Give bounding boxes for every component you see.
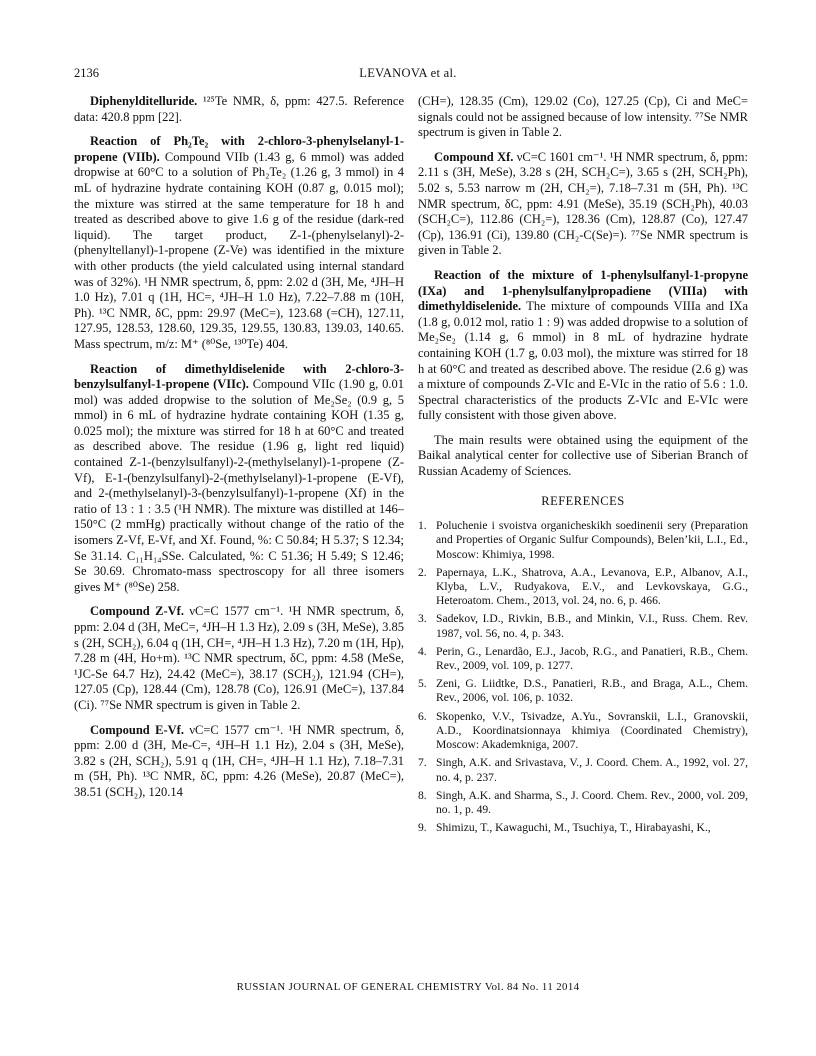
- reference-item: [418, 677, 748, 705]
- paragraph-body: ¹²⁵Te NMR, δ, ppm: 427.5. Reference data: 420.8 ppm [22].: [74, 94, 404, 124]
- reference-number: 6.: [418, 709, 427, 723]
- paragraph-body: Compound VIIb (1.43 g, 6 mmol) was added dropwise at 60°C to a solution of Ph₂Te₂ (1.26 g, 3 mmol) in 4 mL of hydrazine hydrate containing KOH (0.87 g, 0.015 mol); the mixture was stirred at the same temperature for 18 h and treated as described above to give 1.6 g of the residue (dark-red liquid). The target product, Z-1-(phenylselanyl)-2-(phenyltellanyl)-1-propene (Z-Ve) was identified in the mixture with other products (the yield calculated using internal standard was of 32%). ¹H NMR spectrum, δ, ppm: 2.02 d (3H, Me, ⁴JH–H 1.0 Hz), 7.01 q (1H, HC=, ⁴JH–H 1.0 Hz), 7.22–7.88 m (10H, Ph). ¹³C NMR, δC, ppm: 29.97 (MeC=), 123.68 (=CH), 127.11, 127.95, 128.53, 128.60, 129.35, 129.55, 130.83, 139.03, 140.65. Mass spectrum, m/z: M⁺ (⁸⁰Se, ¹³⁰Te) 404.: [74, 149, 405, 351]
- paragraph-body: The main results were obtained using the equipment of the Baikal analytical center for collective use of Siberian Branch of Russian Academy of Sciences.: [418, 432, 748, 479]
- reference-item: [418, 789, 748, 817]
- paragraph-compound-e-vf: [74, 723, 404, 801]
- paragraph-compound-z-vf: [74, 604, 404, 713]
- reference-number: 9.: [418, 821, 427, 835]
- reference-item: [418, 612, 748, 640]
- reference-item: [418, 756, 748, 784]
- references-list: [418, 519, 748, 835]
- paragraph-heading: Diphenylditelluride.: [90, 94, 198, 108]
- paragraph-body: Compound VIIc (1.90 g, 0.01 mol) was added dropwise to the solution of Me₂Se₂ (0.9 g, 5 mmol) in 6 mL of hydrazine hydrate containing KOH (1.35 g, 0.025 mol); the mixture was stirred for 18 h at 60°C and treated as described above. The residue (1.96 g, light red liquid) contained Z-1-(benzylsulfanyl)-2-(methylselanyl)-1-propene (Z-Vf), E-1-(benzylsulfanyl)-2-(methylselanyl)-1-propene (E-Vf), and 2-(methylselanyl)-3-(benzylsulfanyl)-1-propene (Xf) in the ratio of 13 : 1 : 3.5 (¹H NMR). The mixture was distilled at 146–150°C (2 mmHg) practically without change of the ratio of the isomers Z-Vf, E-Vf, and Xf. Found, %: C 50.84; H 5.37; S 12.34; Se 31.14. C₁₁H₁₄SSe. Calculated, %: C 51.36; H 5.49; S 12.46; Se 30.69. Chromato-mass spectroscopy for all three isomers gives M⁺ (⁸⁰Se) 258.: [74, 377, 404, 594]
- references-heading: REFERENCES: [541, 493, 625, 508]
- paragraph-body: The mixture of compounds VIIIa and IXa (1.8 g, 0.012 mol, ratio 1 : 9) was added dropwise to a solution of Me₂Se₂ (1.14 g, 6 mmol) in 8 mL of hydrazine hydrate containing KOH (1.7 g, 0.03 mol), the mixture was stirred for 18 h at 60°C and treated as described above. The residue (2.6 g) was a mixture of compounds Z-VIc and E-VIc in the ratio of 5.6 : 1.0. Spectral characteristics of the products Z-VIc and E-VIc were fully consistent with those given above.: [418, 299, 748, 423]
- right-column: [418, 94, 748, 839]
- reference-number: 3.: [418, 612, 427, 626]
- left-column: [74, 94, 404, 810]
- paragraph-reaction-vii-c: [74, 362, 404, 596]
- reference-text: Papernaya, L.K., Shatrova, A.A., Levanova, E.P., Albanov, A.I., Klyba, L.V., Rudyakova, E.V., and Levkovskaya, G.G., Heteroatom. Chem., 2013, vol. 24, no. 6, p. 466.: [436, 565, 748, 608]
- paragraph-heading: Reaction of dimethyldiselenide with 2-chloro-3-benzylsulfanyl-1-propene (VIIc).: [74, 361, 404, 392]
- paragraph-compound-xf: [418, 150, 748, 259]
- paragraph-diphenylditelluride: [74, 94, 404, 125]
- page-number: 2136: [74, 66, 99, 80]
- paragraph-heading: Compound E-Vf.: [90, 722, 184, 737]
- reference-text: Skopenko, V.V., Tsivadze, A.Yu., Sovranskii, L.I., Granovskii, A.D., Koordinatsionnaya khimiya (Coordinated Chemistry), Moscow: Akademkniga, 2007.: [436, 709, 748, 752]
- reference-text: Sadekov, I.D., Rivkin, B.B., and Minkin, V.I., Russ. Chem. Rev. 1987, vol. 56, no. 4, p. 343.: [436, 612, 748, 640]
- reference-text: Poluchenie i svoistva organicheskikh soedinenii sery (Preparation and Properties of Organic Sulfur Compounds), Belen’kii, L.I., Ed., Moscow: Khimiya, 1998.: [436, 519, 748, 561]
- paragraph-acknowledgment: [418, 433, 748, 480]
- reference-item: [418, 821, 748, 835]
- paragraph-heading: Compound Z-Vf.: [90, 604, 184, 619]
- reference-number: 4.: [418, 644, 427, 658]
- reference-number: 2.: [418, 565, 427, 579]
- paragraph-body: νC=C 1601 cm⁻¹. ¹H NMR spectrum, δ, ppm: 2.11 s (3H, MeSe), 3.28 s (2H, SCH₂C=), 3.65 s (2H, SCH₂Ph), 5.02 s, 5.53 narrow m (2H, CH₂=), 7.18–7.31 m (5H, Ph). ¹³C NMR spectrum, δC, ppm: 4.91 (MeSe), 35.19 (SCH₂Ph), 40.03 (SCH₂C=), 112.86 (CH₂=), 128.36 (Cm), 128.87 (Co), 127.47 (Cp), 136.91 (Ci), 139.80 (CH₂-C(Se)=). ⁷⁷Se NMR spectrum is given in Table 2.: [418, 149, 749, 258]
- reference-item: [418, 566, 748, 609]
- reference-item: [418, 519, 748, 562]
- paragraph-continued: [418, 94, 748, 141]
- reference-text: Perin, G., Lenardão, E.J., Jacob, R.G., and Panatieri, R.B., Chem. Rev., 2009, vol. 109, p. 1277.: [436, 644, 748, 673]
- reference-number: 8.: [418, 788, 427, 802]
- journal-footer: RUSSIAN JOURNAL OF GENERAL CHEMISTRY Vol. 84 No. 11 2014: [236, 981, 580, 993]
- paragraph-body: νC=C 1577 cm⁻¹. ¹H NMR spectrum, δ, ppm: 2.04 d (3H, MeC=, ⁴JH–H 1.3 Hz), 2.09 s (3H, MeSe), 3.85 s (2H, SCH₂), 6.04 q (1H, CH=, ⁴JH–H 1.3 Hz), 7.20 m (1H, Hp), 7.28 m (4H, Ho+m). ¹³C NMR spectrum, δC, ppm: 4.58 (MeSe, ¹JC-Se 64.7 Hz), 24.42 (MeC=), 38.17 (SCH₂), 121.94 (CH=), 127.05 (Cp), 128.44 (Cm), 128.78 (Co), 126.91 (MeC=), 137.84 (Ci). ⁷⁷Se NMR spectrum is given in Table 2.: [74, 604, 404, 712]
- reference-text: Singh, A.K. and Sharma, S., J. Coord. Chem. Rev., 2000, vol. 209, no. 1, p. 49.: [436, 788, 748, 816]
- paragraph-heading: Reaction of Ph₂Te₂ with 2-chloro-3-phenylselanyl-1-propene (VIIb).: [74, 134, 404, 164]
- reference-item: [418, 645, 748, 673]
- reference-text: Zeni, G. Liidtke, D.S., Panatieri, R.B., and Braga, A.L., Chem. Rev., 2006, vol. 106, p. 1032.: [436, 677, 748, 705]
- running-head: LEVANOVA et al.: [359, 66, 457, 80]
- reference-number: 1.: [418, 519, 427, 533]
- paragraph-body: (CH=), 128.35 (Cm), 129.02 (Co), 127.25 (Cp), Ci and MeC= signals could not be assigned because of low intensity. ⁷⁷Se NMR spectrum is given in Table 2.: [418, 94, 748, 140]
- paragraph-heading: Reaction of the mixture of 1-phenylsulfanyl-1-propyne (IXa) and 1-phenylsulfanylpropadiene (VIIIa) with dimethyldiselenide.: [418, 267, 748, 314]
- paragraph-reaction-mixture: [418, 268, 748, 424]
- reference-text: Shimizu, T., Kawaguchi, M., Tsuchiya, T., Hirabayashi, K.,: [436, 821, 711, 835]
- reference-item: [418, 710, 748, 753]
- paragraph-body: νC=C 1577 cm⁻¹. ¹H NMR spectrum, δ, ppm: 2.00 d (3H, Me-C=, ⁴JH–H 1.1 Hz), 2.04 s (3H, MeSe), 3.82 s (2H, SCH₂), 5.91 q (1H, CH=, ⁴JH–H 1.1 Hz), 7.18–7.31 m (5H, Ph). ¹³C NMR, δC, ppm: 4.26 (MeSe), 20.87 (MeC=), 38.51 (SCH₂), 120.14: [74, 722, 404, 799]
- reference-number: 7.: [418, 756, 427, 770]
- paragraph-reaction-vii-b: [74, 134, 404, 352]
- paragraph-heading: Compound Xf.: [434, 149, 514, 164]
- reference-number: 5.: [418, 677, 427, 691]
- reference-text: Singh, A.K. and Srivastava, V., J. Coord. Chem. A., 1992, vol. 27, no. 4, p. 237.: [436, 756, 748, 784]
